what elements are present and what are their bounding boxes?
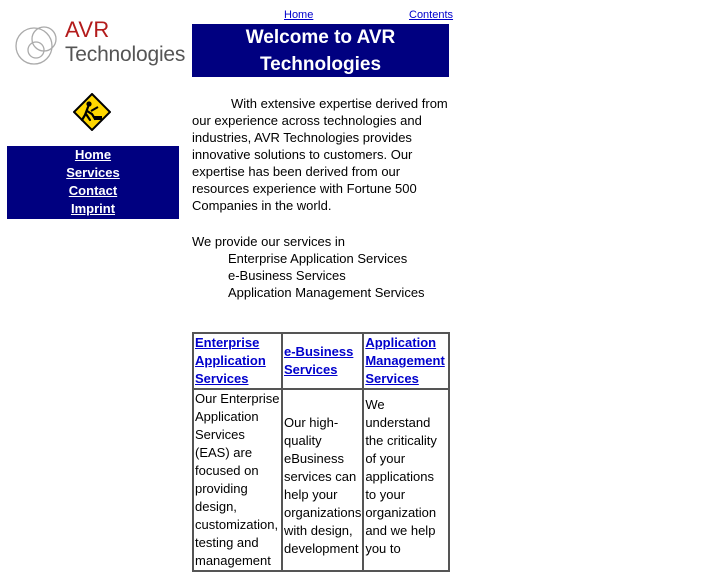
nav-home-link[interactable]: Home: [74, 147, 112, 162]
welcome-banner: [192, 24, 449, 77]
table-cell: [193, 389, 282, 571]
services-list: [192, 233, 450, 301]
table-header-cell: [363, 333, 449, 389]
service-item: e-Business Services: [228, 268, 346, 283]
banner-line-2: Technologies: [259, 54, 382, 75]
table-header-row: [193, 333, 449, 389]
company-logo: [14, 17, 189, 69]
table-header-cell: [193, 333, 282, 389]
eas-description: Our Enterprise Application Services (EAS) are focused on providing design, customization, testing and management: [195, 391, 280, 568]
top-home-link[interactable]: Home: [284, 9, 314, 21]
table-header-cell: [282, 333, 363, 389]
table-cell: [282, 389, 363, 571]
intro-paragraph: With extensive expertise derived from our experience across technologies and industries, AVR Technologies provides innovative solutions to customers. Our expertise has been derived from our resources experience with Fortune 500 Companies in the world.: [192, 96, 448, 213]
service-item: Application Management Services: [228, 285, 425, 300]
nav-contact-link[interactable]: Contact: [68, 183, 118, 198]
services-table: [192, 332, 450, 572]
ebusiness-description: Our high-quality eBusiness services can help your organizations with design, development: [284, 415, 362, 556]
construction-worker-icon: [73, 93, 111, 131]
logo-avr-text: AVR: [65, 17, 110, 42]
ams-description: We understand the criticality of your applications to your organization and we help you to: [365, 397, 437, 556]
logo-technologies-text: Technologies: [65, 43, 186, 66]
banner-line-1: Welcome to AVR: [245, 27, 396, 48]
enterprise-application-services-link[interactable]: Enterprise Application Services: [195, 335, 266, 386]
service-item: Enterprise Application Services: [228, 251, 408, 266]
application-management-services-link[interactable]: Application Management Services: [365, 335, 445, 386]
left-navigation: [7, 146, 179, 219]
table-row: [193, 389, 449, 571]
logo-rings-icon: [14, 19, 64, 69]
services-lead-text: We provide our services in: [192, 234, 345, 249]
nav-imprint-link[interactable]: Imprint: [70, 201, 116, 216]
table-cell: [363, 389, 449, 571]
intro-section: [192, 95, 450, 214]
ebusiness-services-link[interactable]: e-Business Services: [284, 344, 354, 377]
top-contents-link[interactable]: Contents: [409, 9, 454, 21]
nav-services-link[interactable]: Services: [66, 165, 120, 180]
